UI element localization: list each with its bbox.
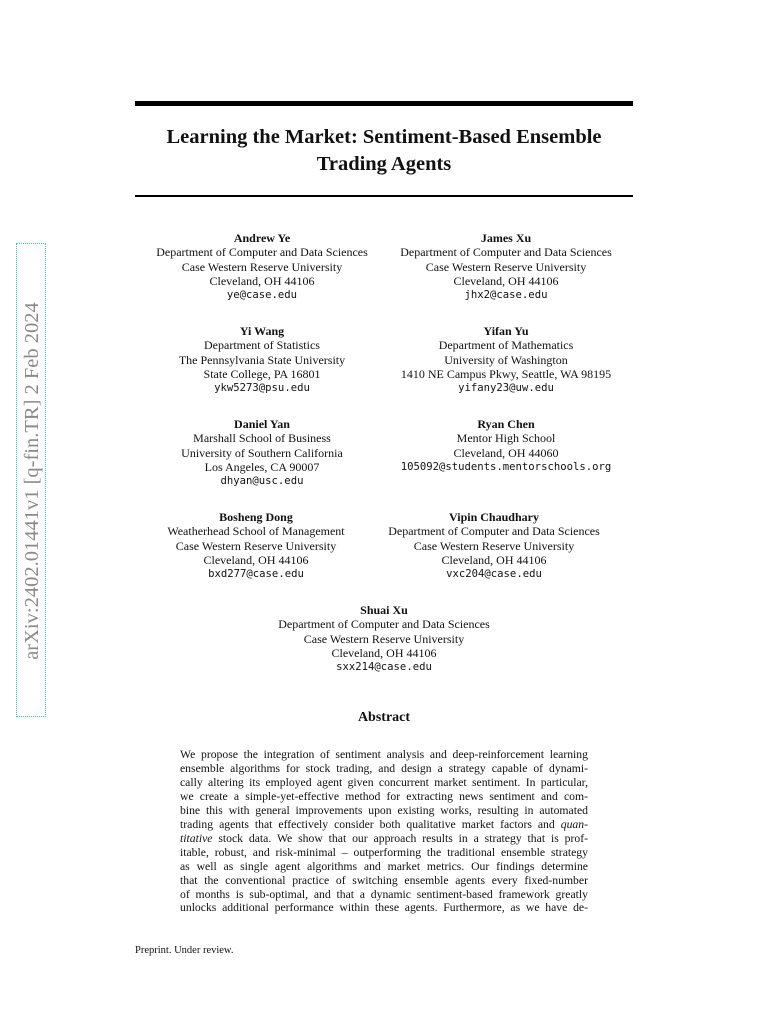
abstract-line: that the conventional practice of switching ensemble agents every fixed-number (180, 873, 588, 887)
author-name: Yi Wang (239, 324, 285, 338)
author-address: Cleveland, OH 44106 (453, 273, 559, 288)
paper-title (135, 124, 633, 178)
author-email: jhx2@case.edu (464, 289, 548, 302)
author-name: Bosheng Dong (219, 510, 293, 524)
title-top-rule (135, 101, 633, 106)
author-affiliation: University of Washington (444, 352, 568, 367)
author-email: yifany23@uw.edu (458, 382, 554, 395)
author-block (262, 603, 506, 674)
author-email: sxx214@case.edu (336, 661, 432, 674)
title-bottom-rule (135, 195, 633, 197)
author-email: 105092@students.mentorschools.org (400, 460, 612, 473)
author-affiliation: Department of Mathematics (438, 338, 574, 353)
arxiv-identifier-text[interactable]: arXiv:2402.01441v1 [q-fin.TR] 2 Feb 2024 (21, 302, 43, 660)
abstract-line: trading agents that effectively consider both qualitative market factors and quan- (180, 817, 588, 831)
abstract-line: we create a simple-yet-effective method for extracting news sentiment and com- (180, 789, 588, 803)
author-address: 1410 NE Campus Pkwy, Seattle, WA 98195 (400, 366, 612, 381)
author-affiliation: Department of Computer and Data Sciences (388, 524, 600, 539)
author-affiliation: Case Western Reserve University (303, 631, 465, 646)
author-affiliation: Department of Statistics (204, 338, 320, 353)
author-address: State College, PA 16801 (203, 366, 321, 381)
abstract-line: ensemble algorithms for stock trading, and design a strategy capable of dynami- (180, 761, 588, 775)
abstract-heading: Abstract (357, 710, 411, 725)
author-name: James Xu (480, 231, 532, 245)
author-email: ye@case.edu (226, 289, 298, 302)
author-address: Cleveland, OH 44106 (331, 645, 437, 660)
author-block (140, 510, 372, 581)
author-affiliation: Case Western Reserve University (413, 538, 575, 553)
author-affiliation: Mentor High School (456, 431, 556, 446)
author-affiliation: Department of Computer and Data Sciences (400, 245, 612, 260)
author-block (140, 417, 384, 488)
author-email: ykw5273@psu.edu (214, 382, 310, 395)
author-address: Los Angeles, CA 90007 (204, 459, 320, 474)
paper-title-line-2: Trading Agents (316, 153, 452, 175)
author-name: Andrew Ye (233, 231, 291, 245)
paper-title-line-1: Learning the Market: Sentiment-Based Ensemble (166, 126, 602, 148)
author-affiliation: Department of Computer and Data Sciences (278, 617, 490, 632)
abstract-body (180, 748, 588, 915)
author-affiliation: Case Western Reserve University (425, 259, 587, 274)
author-name: Ryan Chen (477, 417, 535, 431)
abstract-line: titative stock data. We show that our approach results in a strategy that is prof- (180, 831, 588, 845)
abstract-line: bine this with general improvements upon existing works, resulting in automated (180, 803, 588, 817)
author-block (140, 231, 384, 302)
abstract-line: We propose the integration of sentiment analysis and deep-reinforcement learning (180, 748, 588, 761)
author-name: Daniel Yan (234, 417, 290, 431)
author-email: dhyan@usc.edu (220, 475, 304, 488)
abstract-line: cally altering its employed agent given concurrent market sentiment. In particular, (180, 775, 588, 789)
author-affiliation: Marshall School of Business (193, 431, 331, 446)
author-address: Cleveland, OH 44106 (441, 552, 547, 567)
arxiv-identifier-stamp[interactable] (16, 243, 46, 717)
author-affiliation: The Pennsylvania State University (178, 352, 346, 367)
author-block (384, 231, 628, 302)
author-affiliation: Case Western Reserve University (175, 538, 337, 553)
author-block (364, 417, 648, 474)
author-email: vxc204@case.edu (446, 568, 542, 581)
author-block (140, 324, 384, 395)
abstract-line: as well as single agent algorithms and market metrics. Our findings determine (180, 859, 588, 873)
author-affiliation: University of Southern California (181, 445, 343, 460)
author-block (372, 510, 616, 581)
preprint-footer: Preprint. Under review. (135, 945, 234, 956)
abstract-line: unlocks additional performance within these agents. Furthermore, as we have de- (180, 901, 588, 915)
author-address: Cleveland, OH 44106 (209, 273, 315, 288)
author-email: bxd277@case.edu (208, 568, 304, 581)
abstract-line: itable, robust, and risk-minimal – outperforming the traditional ensemble strategy (180, 845, 588, 859)
author-address: Cleveland, OH 44106 (203, 552, 309, 567)
author-address: Cleveland, OH 44060 (453, 445, 559, 460)
author-affiliation: Department of Computer and Data Sciences (156, 245, 368, 260)
author-name: Vipin Chaudhary (449, 510, 539, 524)
author-affiliation: Weatherhead School of Management (167, 524, 345, 539)
author-block (368, 324, 644, 395)
author-name: Yifan Yu (483, 324, 529, 338)
author-name: Shuai Xu (360, 603, 408, 617)
author-affiliation: Case Western Reserve University (181, 259, 343, 274)
abstract-line: of months is sub-optimal, and that a dynamic sentiment-based framework greatly (180, 887, 588, 901)
